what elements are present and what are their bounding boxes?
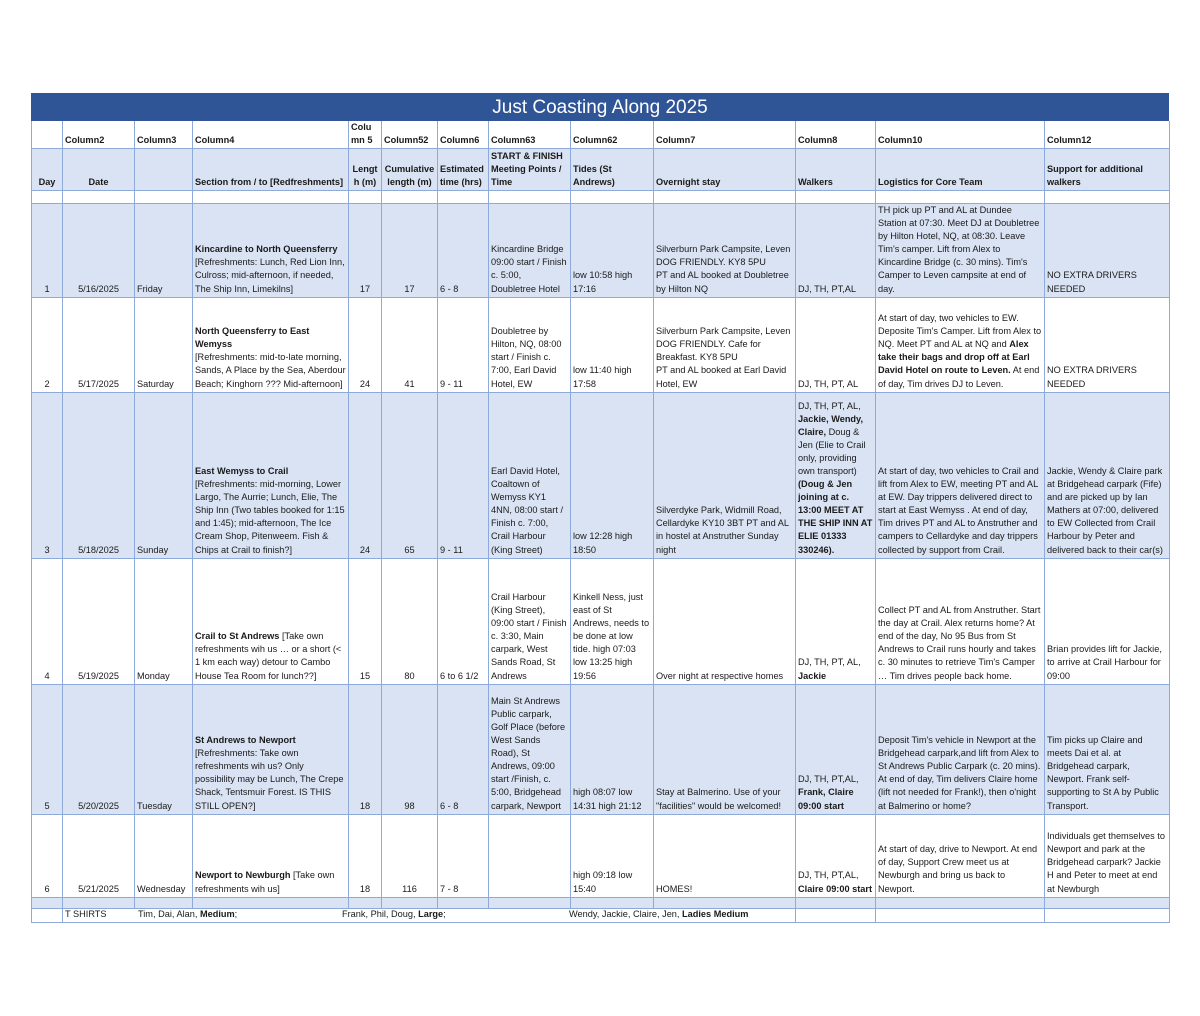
field-header: Logistics for Core Team xyxy=(876,149,1045,191)
field-header: Length (m) xyxy=(349,149,382,191)
logistics-highlight: Alex take their bags and drop off at Earl David Hotel on route to Leven. xyxy=(878,339,1030,376)
logistics-cell[interactable] xyxy=(876,392,1045,558)
day-cell[interactable] xyxy=(32,814,63,897)
cumulative-value: 80 xyxy=(404,670,415,681)
overnight-cell[interactable] xyxy=(654,392,796,558)
tshirt-group xyxy=(569,908,748,921)
overnight-value: Silverburn Park Campsite, Leven DOG FRIENDLY. KY8 5PU PT and AL booked at Doubletree by Hilton NQ xyxy=(656,244,791,294)
tshirt-day-cell[interactable] xyxy=(32,908,63,922)
tides-cell[interactable] xyxy=(571,392,654,558)
time-cell[interactable] xyxy=(438,392,489,558)
weekday-cell[interactable] xyxy=(135,392,193,558)
weekday-cell[interactable] xyxy=(135,814,193,897)
meeting-value: Earl David Hotel, Coaltown of Wemyss KY1 4NN, 08:00 start / Finish c. 7:00, Crail Harbour (King Street) xyxy=(491,466,564,555)
overnight-value: Over night at respective homes xyxy=(656,670,784,681)
tides-value: high 08:07 low 14:31 high 21:12 xyxy=(573,787,642,811)
section-refreshments: [Take own refreshments wih us] xyxy=(195,870,335,894)
meeting-value: Doubletree by Hilton, NQ, 08:00 start / Finish c. 7:00, Earl David Hotel, EW xyxy=(491,326,562,389)
time-value: 9 - 11 xyxy=(440,544,463,555)
field-header: Support for additional walkers xyxy=(1045,149,1170,191)
field-header: Date xyxy=(63,149,135,191)
section-cell[interactable] xyxy=(193,392,349,558)
overnight-value: HOMES! xyxy=(656,883,693,894)
day-number: 5 xyxy=(44,800,50,811)
tshirt-names: Frank, Phil, Doug, xyxy=(342,908,419,919)
tshirt-label: T SHIRTS xyxy=(65,908,107,919)
tshirt-size: Medium xyxy=(199,908,235,919)
section-cell[interactable] xyxy=(193,814,349,897)
walkers-meeting-note: (Doug & Jen joining at c. 13:00 MEET AT THE SHIP INN AT ELIE 01333 330246). xyxy=(798,479,873,555)
itinerary-row xyxy=(32,684,1170,814)
itinerary-row xyxy=(32,392,1170,558)
meeting-cell[interactable] xyxy=(489,204,571,297)
time-value: 6 to 6 1/2 xyxy=(440,670,479,681)
logistics-cell[interactable] xyxy=(876,814,1045,897)
section-refreshments: [Refreshments: Take own refreshments wih us? Only possibility may be Lunch, The Crepe Shack, Tentsmuir Forest. IS THIS STILL OPEN?] xyxy=(195,748,344,811)
column-header-row xyxy=(32,121,1170,149)
length-cell[interactable] xyxy=(349,814,382,897)
cumulative-value: 116 xyxy=(402,883,417,894)
tides-value: low 10:58 high 17:16 xyxy=(573,270,633,294)
tides-cell[interactable] xyxy=(571,297,654,392)
walkers-value: DJ, TH, PT,AL, xyxy=(798,774,859,785)
walkers-cell[interactable] xyxy=(796,684,876,814)
support-cell[interactable] xyxy=(1045,684,1170,814)
spreadsheet xyxy=(31,93,1169,923)
overnight-value: Silverburn Park Campsite, Leven DOG FRIENDLY. Cafe for Breakfast. KY8 5PU PT and AL booked at Earl David Hotel, EW xyxy=(656,326,791,389)
length-value: 15 xyxy=(359,670,371,681)
column-header[interactable]: Column7 xyxy=(654,121,796,149)
itinerary-row xyxy=(32,204,1170,297)
section-refreshments: [Refreshments: Lunch, Red Lion Inn, Culross; mid-afternoon, if needed, The Ship Inn, Limekilns] xyxy=(195,257,345,294)
overnight-value: Stay at Balmerino. Use of your "facilities" would be welcomed! xyxy=(656,787,781,811)
weekday-value: Friday xyxy=(137,283,163,294)
meeting-value: Kincardine Bridge 09:00 start / Finish c. 5:00, Doubletree Hotel xyxy=(491,244,567,294)
logistics-cell[interactable] xyxy=(876,204,1045,297)
logistics-value: At start of day, drive to Newport. At end of day, Support Crew meet us at Newburgh and bring us back to Newport. xyxy=(878,844,1038,894)
tides-value: Kinkell Ness, just east of St Andrews, needs to be done at low tide. high 07:03 low 13:25 high 19:56 xyxy=(573,592,650,681)
day-number: 6 xyxy=(44,883,50,894)
support-value: NO EXTRA DRIVERS NEEDED xyxy=(1047,365,1137,389)
weekday-cell[interactable] xyxy=(135,297,193,392)
field-header: Section from / to [Redfreshments] xyxy=(193,149,349,191)
length-cell[interactable] xyxy=(349,558,382,684)
tshirt-names: Wendy, Jackie, Claire, Jen, xyxy=(569,908,683,919)
logistics-value: At start of day, two vehicles to Crail and lift from Alex to EW, meeting PT and AL at EW. Day trippers delivered direct to start at East Wemyss . At end of day, Tim drives PT and AL to Anstruther and campers to Cellardyke and day trippers collected by support from Crail. xyxy=(878,466,1039,555)
weekday-value: Monday xyxy=(137,670,170,681)
cumulative-cell[interactable] xyxy=(382,392,438,558)
walkers-highlight: Jackie xyxy=(798,670,827,681)
overnight-cell[interactable] xyxy=(654,558,796,684)
meeting-cell[interactable] xyxy=(489,684,571,814)
spacer-row xyxy=(32,897,1170,908)
section-title: St Andrews to Newport xyxy=(195,735,296,746)
date-cell[interactable] xyxy=(63,392,135,558)
column-header[interactable]: Column 5 xyxy=(349,121,382,149)
field-header: Tides (St Andrews) xyxy=(571,149,654,191)
time-value: 9 - 11 xyxy=(440,378,463,389)
support-value: Brian provides lift for Jackie, to arrive at Crail Harbour for 09:00 xyxy=(1047,644,1162,681)
length-cell[interactable] xyxy=(349,204,382,297)
cumulative-value: 98 xyxy=(404,800,415,811)
section-cell[interactable] xyxy=(193,558,349,684)
meeting-value: Crail Harbour (King Street), 09:00 start / Finish c. 3:30, Main carpark, West Sands Road, St Andrews xyxy=(491,592,567,681)
time-cell[interactable] xyxy=(438,204,489,297)
date-cell[interactable] xyxy=(63,684,135,814)
field-header: Walkers xyxy=(796,149,876,191)
section-refreshments: [Take own refreshments wih us … or a short (< 1 km each way) detour to Cambo House Tea Room for lunch??] xyxy=(195,631,342,681)
tides-cell[interactable] xyxy=(571,814,654,897)
walkers-value: DJ, TH, PT, AL xyxy=(798,378,859,389)
meeting-cell[interactable] xyxy=(489,814,571,897)
column-header[interactable]: Column12 xyxy=(1045,121,1170,149)
walkers-cell[interactable] xyxy=(796,814,876,897)
tshirt-empty-cell[interactable] xyxy=(876,908,1045,922)
tshirt-cell[interactable] xyxy=(63,908,796,922)
tides-cell[interactable] xyxy=(571,204,654,297)
meeting-cell[interactable] xyxy=(489,297,571,392)
tshirt-sep: ; xyxy=(443,908,446,919)
cumulative-cell[interactable] xyxy=(382,684,438,814)
tides-value: low 11:40 high 17:58 xyxy=(573,365,632,389)
weekday-cell[interactable] xyxy=(135,204,193,297)
date-value: 5/16/2025 xyxy=(78,283,119,294)
day-number: 3 xyxy=(44,544,50,555)
section-refreshments: [Refreshments: mid-to-late morning, Sands, A Place by the Sea, Aberdour Beach; Kinghorn ??? Mid-afternoon] xyxy=(195,352,346,389)
length-value: 24 xyxy=(359,378,371,389)
time-cell[interactable] xyxy=(438,814,489,897)
column-header[interactable]: Column10 xyxy=(876,121,1045,149)
day-cell[interactable] xyxy=(32,297,63,392)
meeting-cell[interactable] xyxy=(489,558,571,684)
day-number: 1 xyxy=(44,283,50,294)
tshirt-sizes xyxy=(65,909,793,921)
day-cell[interactable] xyxy=(32,392,63,558)
tides-value: low 12:28 high 18:50 xyxy=(573,531,633,555)
tshirt-names: Tim, Dai, Alan, xyxy=(138,908,200,919)
overnight-cell[interactable] xyxy=(654,814,796,897)
section-cell[interactable] xyxy=(193,297,349,392)
overnight-value: Silverdyke Park, Widmill Road, Cellardyke KY10 3BT PT and AL in hostel at Anstruther Sunday night xyxy=(656,505,789,555)
column-header[interactable]: Column8 xyxy=(796,121,876,149)
column-header[interactable]: Column4 xyxy=(193,121,349,149)
logistics-value: TH pick up PT and AL at Dundee Station at 07:30. Meet DJ at Doubletree by Hilton Hotel, NQ, at 08:30. Leave Tim's camper. Lift from Alex to Kincardine Bridge (c. 30 mins). Tim's Camper to Leven campsite at end of day. xyxy=(878,205,1040,294)
column-header[interactable]: Column6 xyxy=(438,121,489,149)
section-title: Crail to St Andrews xyxy=(195,631,280,642)
length-value: 24 xyxy=(359,544,371,555)
sheet-title: Just Coasting Along 2025 xyxy=(31,93,1169,121)
walkers-cell[interactable] xyxy=(796,558,876,684)
logistics-value: Deposit Tim's vehicle in Newport at the Bridgehead carpark,and lift from Alex to St Andrews Public Carpark (c. 20 mins). At end of day, Tim delivers Claire home (lift not needed for Frank!), then o'night at Balmerino or home? xyxy=(878,735,1041,811)
tshirt-sep: ; xyxy=(234,908,238,919)
support-cell[interactable] xyxy=(1045,558,1170,684)
walkers-highlight: Claire 09:00 start xyxy=(798,883,873,894)
length-value: 18 xyxy=(359,883,371,894)
date-value: 5/19/2025 xyxy=(78,670,119,681)
field-header: Overnight stay xyxy=(654,149,796,191)
date-cell[interactable] xyxy=(63,558,135,684)
support-value: Tim picks up Claire and meets Dai et al. at Bridgehead carpark, Newport. Frank self-supporting to St A by Public Transport. xyxy=(1047,735,1159,811)
tshirt-row xyxy=(32,908,1170,922)
walkers-highlight: Frank, Claire 09:00 start xyxy=(798,787,854,811)
overnight-cell[interactable] xyxy=(654,297,796,392)
date-value: 5/21/2025 xyxy=(78,883,119,894)
cumulative-cell[interactable] xyxy=(382,558,438,684)
field-header: START & FINISH Meeting Points / Time xyxy=(489,149,571,191)
tshirt-empty-cell[interactable] xyxy=(796,908,876,922)
day-number: 4 xyxy=(44,670,50,681)
weekday-cell[interactable] xyxy=(135,558,193,684)
spacer-row xyxy=(32,191,1170,204)
cumulative-cell[interactable] xyxy=(382,297,438,392)
walkers-value: DJ, TH, PT, AL, xyxy=(798,400,861,411)
time-value: 7 - 8 xyxy=(440,883,459,894)
date-value: 5/17/2025 xyxy=(78,378,119,389)
field-header: Cumulative length (m) xyxy=(382,149,438,191)
overnight-cell[interactable] xyxy=(654,204,796,297)
field-header: Day xyxy=(32,149,63,191)
date-cell[interactable] xyxy=(63,204,135,297)
itinerary-row xyxy=(32,814,1170,897)
field-header: Estimated time (hrs) xyxy=(438,149,489,191)
support-cell[interactable] xyxy=(1045,204,1170,297)
logistics-end: At end of day, Tim drives DJ to Leven. xyxy=(878,365,1040,389)
time-value: 6 - 8 xyxy=(440,283,459,294)
time-value: 6 - 8 xyxy=(440,800,459,811)
column-header[interactable]: Column63 xyxy=(489,121,571,149)
weekday-cell[interactable] xyxy=(135,684,193,814)
date-cell[interactable] xyxy=(63,814,135,897)
tides-cell[interactable] xyxy=(571,558,654,684)
day-number: 2 xyxy=(44,378,50,389)
support-value: NO EXTRA DRIVERS NEEDED xyxy=(1047,270,1137,294)
time-cell[interactable] xyxy=(438,297,489,392)
logistics-cell[interactable] xyxy=(876,297,1045,392)
walkers-cell[interactable] xyxy=(796,392,876,558)
tshirt-size: Large xyxy=(418,908,444,919)
day-cell[interactable] xyxy=(32,204,63,297)
time-cell[interactable] xyxy=(438,558,489,684)
walkers-value: DJ, TH, PT, AL, xyxy=(798,657,861,668)
tshirt-group xyxy=(342,908,446,921)
cumulative-value: 65 xyxy=(404,544,415,555)
support-cell[interactable] xyxy=(1045,297,1170,392)
weekday-value: Saturday xyxy=(137,378,174,389)
tshirt-group xyxy=(65,908,107,921)
section-title: North Queensferry to East Wemyss xyxy=(195,326,310,350)
support-cell[interactable] xyxy=(1045,392,1170,558)
cumulative-cell[interactable] xyxy=(382,204,438,297)
itinerary-row xyxy=(32,558,1170,684)
walkers-highlight: Jackie, Wendy, Claire, xyxy=(798,413,864,437)
length-cell[interactable] xyxy=(349,684,382,814)
column-header[interactable]: Column62 xyxy=(571,121,654,149)
itinerary-table xyxy=(31,121,1170,923)
section-title: Kincardine to North Queensferry xyxy=(195,244,338,255)
walkers-value: DJ, TH, PT,AL, xyxy=(798,870,859,881)
date-value: 5/20/2025 xyxy=(78,800,119,811)
overnight-cell[interactable] xyxy=(654,684,796,814)
walkers-value: DJ, TH, PT,AL xyxy=(798,283,857,294)
length-value: 18 xyxy=(359,800,371,811)
weekday-value: Wednesday xyxy=(137,883,186,894)
day-cell[interactable] xyxy=(32,558,63,684)
tshirt-empty-cell[interactable] xyxy=(1045,908,1170,922)
column-header[interactable]: Column3 xyxy=(135,121,193,149)
meeting-value: Main St Andrews Public carpark, Golf Place (before West Sands Road), St Andrews, 09:00 start /Finish, c. 5:00, Bridgehead carpark, Newport xyxy=(491,696,566,811)
length-cell[interactable] xyxy=(349,297,382,392)
tides-value: high 09:18 low 15:40 xyxy=(573,870,633,894)
walkers-cell[interactable] xyxy=(796,204,876,297)
support-value: Individuals get themselves to Newport and park at the Bridgehead carpark? Jackie H and Peter to meet at end at Newburgh xyxy=(1047,831,1165,894)
weekday-value: Sunday xyxy=(137,544,169,555)
day-cell[interactable] xyxy=(32,684,63,814)
walkers-note: Doug & Jen (Elie to Crail only, providing own transport) xyxy=(798,426,866,477)
tshirt-size: Ladies Medium xyxy=(682,908,749,919)
length-cell[interactable] xyxy=(349,392,382,558)
logistics-cell[interactable] xyxy=(876,558,1045,684)
tshirt-group xyxy=(138,908,237,921)
meeting-cell[interactable] xyxy=(489,392,571,558)
time-cell[interactable] xyxy=(438,684,489,814)
itinerary-row xyxy=(32,297,1170,392)
cumulative-value: 17 xyxy=(404,283,415,294)
field-header xyxy=(135,149,193,191)
section-title: East Wemyss to Crail xyxy=(195,466,289,477)
column-header[interactable]: Column52 xyxy=(382,121,438,149)
cumulative-cell[interactable] xyxy=(382,814,438,897)
date-cell[interactable] xyxy=(63,297,135,392)
section-refreshments: [Refreshments: mid-morning, Lower Largo, The Aurrie; Lunch, Elie, The Ship Inn (Two tables booked for 1:15 and 1:45); mid-afternoon, The Ice Cream Shop, Pitenweem. Fish & Chips at Crail to finish?] xyxy=(195,479,345,555)
column-header[interactable] xyxy=(32,121,63,149)
support-cell[interactable] xyxy=(1045,814,1170,897)
field-header-row xyxy=(32,149,1170,191)
section-title: Newport to Newburgh xyxy=(195,870,291,881)
logistics-value: Collect PT and AL from Anstruther. Start the day at Crail. Alex returns home? At end of the day, No 95 Bus from St Andrews to Crail runs hourly and takes c. 30 minutes to retrieve Tim's Camper … Tim drives people back home. xyxy=(878,605,1041,681)
logistics-value: At start of day, two vehicles to EW. Deposite Tim's Camper. Lift from Alex to NQ. Meet PT and AL at NQ and xyxy=(878,313,1042,350)
weekday-value: Tuesday xyxy=(137,800,172,811)
section-cell[interactable] xyxy=(193,684,349,814)
column-header[interactable]: Column2 xyxy=(63,121,135,149)
cumulative-value: 41 xyxy=(404,378,415,389)
section-cell[interactable] xyxy=(193,204,349,297)
logistics-cell[interactable] xyxy=(876,684,1045,814)
length-value: 17 xyxy=(359,283,371,294)
walkers-cell[interactable] xyxy=(796,297,876,392)
date-value: 5/18/2025 xyxy=(78,544,119,555)
support-value: Jackie, Wendy & Claire park at Bridgehead carpark (Fife) and are picked up by Ian Mathers at 07:00, delivered to EW Collected from Crail Harbour by Peter and delivered back to their car(s) xyxy=(1047,466,1163,555)
tides-cell[interactable] xyxy=(571,684,654,814)
